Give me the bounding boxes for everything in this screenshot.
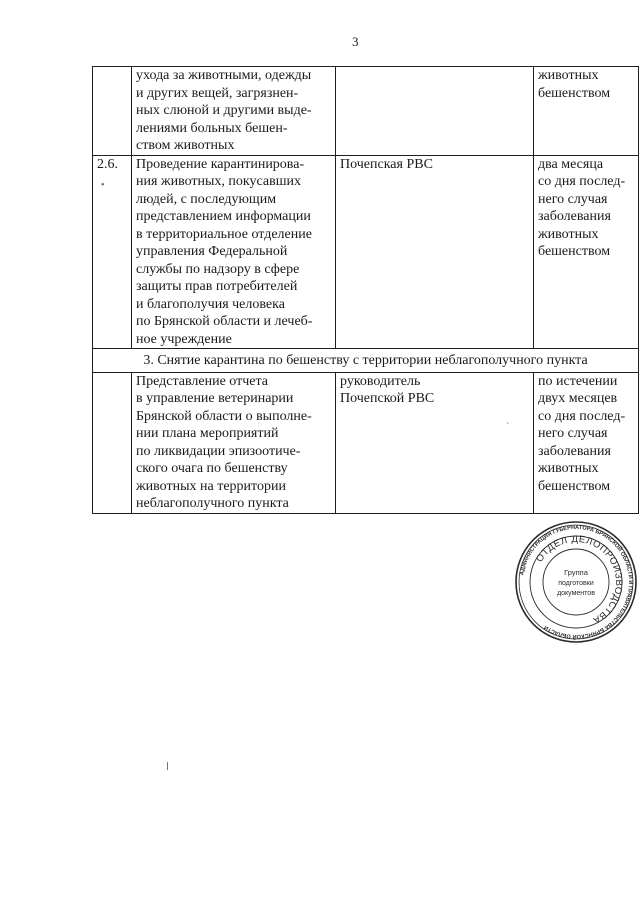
stamp-ring-text: ОТДЕЛ ДЕЛОПРОИЗВОДСТВА	[534, 533, 625, 626]
measures-table	[92, 66, 639, 514]
office-stamp	[514, 520, 638, 644]
stamp-center-line3: документов	[557, 590, 595, 597]
table-row	[93, 67, 639, 156]
section-heading-row	[93, 349, 639, 373]
table-row	[93, 372, 639, 513]
action-text: Проведение карантинирова- ния животных, покусавших людей, с последующим представлением информации в территориальное отделение управления Федеральной службы по надзору в сфере защиты прав потребителей и благополучия человека по Брянской области и лечеб- ное учреждение	[132, 155, 336, 349]
row-number	[93, 67, 132, 156]
section-heading: 3. Снятие карантина по бешенству с территории неблагополучного пункта	[93, 349, 639, 373]
action-text: Представление отчета в управление ветеринарии Брянской области о выполне- нии плана мероприятий по ликвидации эпизоотиче- ского очага по бешенству животных на территории неблагополучного пункта	[132, 372, 336, 513]
stamp-center-line2: подготовки	[558, 580, 594, 587]
stray-dot: •	[101, 180, 105, 191]
action-text: ухода за животными, одежды и других вещей, загрязнен- ных слюной и другими выде- лениями больных бешен- ством животных	[132, 67, 336, 156]
term-text: два месяца со дня послед- него случая заболевания животных бешенством	[534, 155, 639, 349]
stamp-center-line1: Группа	[564, 568, 588, 577]
stamp-outer-text: АДМИНИСТРАЦИЯ ГУБЕРНАТОРА БРЯНСКОЙ ОБЛАСТИ И ПРАВИТЕЛЬСТВА БРЯНСКОЙ ОБЛАСТИ	[519, 524, 634, 640]
stray-tick: ˋ	[506, 422, 510, 433]
row-number: 2.6.	[93, 155, 132, 349]
margin-mark	[167, 762, 168, 770]
responsible-text: Почепская РВС	[336, 155, 534, 349]
row-number	[93, 372, 132, 513]
term-text: животных бешенством	[534, 67, 639, 156]
table-row	[93, 155, 639, 349]
page-number: 3	[352, 34, 359, 49]
responsible-text	[336, 67, 534, 156]
responsible-text: руководитель Почепской РВС	[336, 372, 534, 513]
term-text: по истечении двух месяцев со дня послед- него случая заболевания животных бешенством	[534, 372, 639, 513]
